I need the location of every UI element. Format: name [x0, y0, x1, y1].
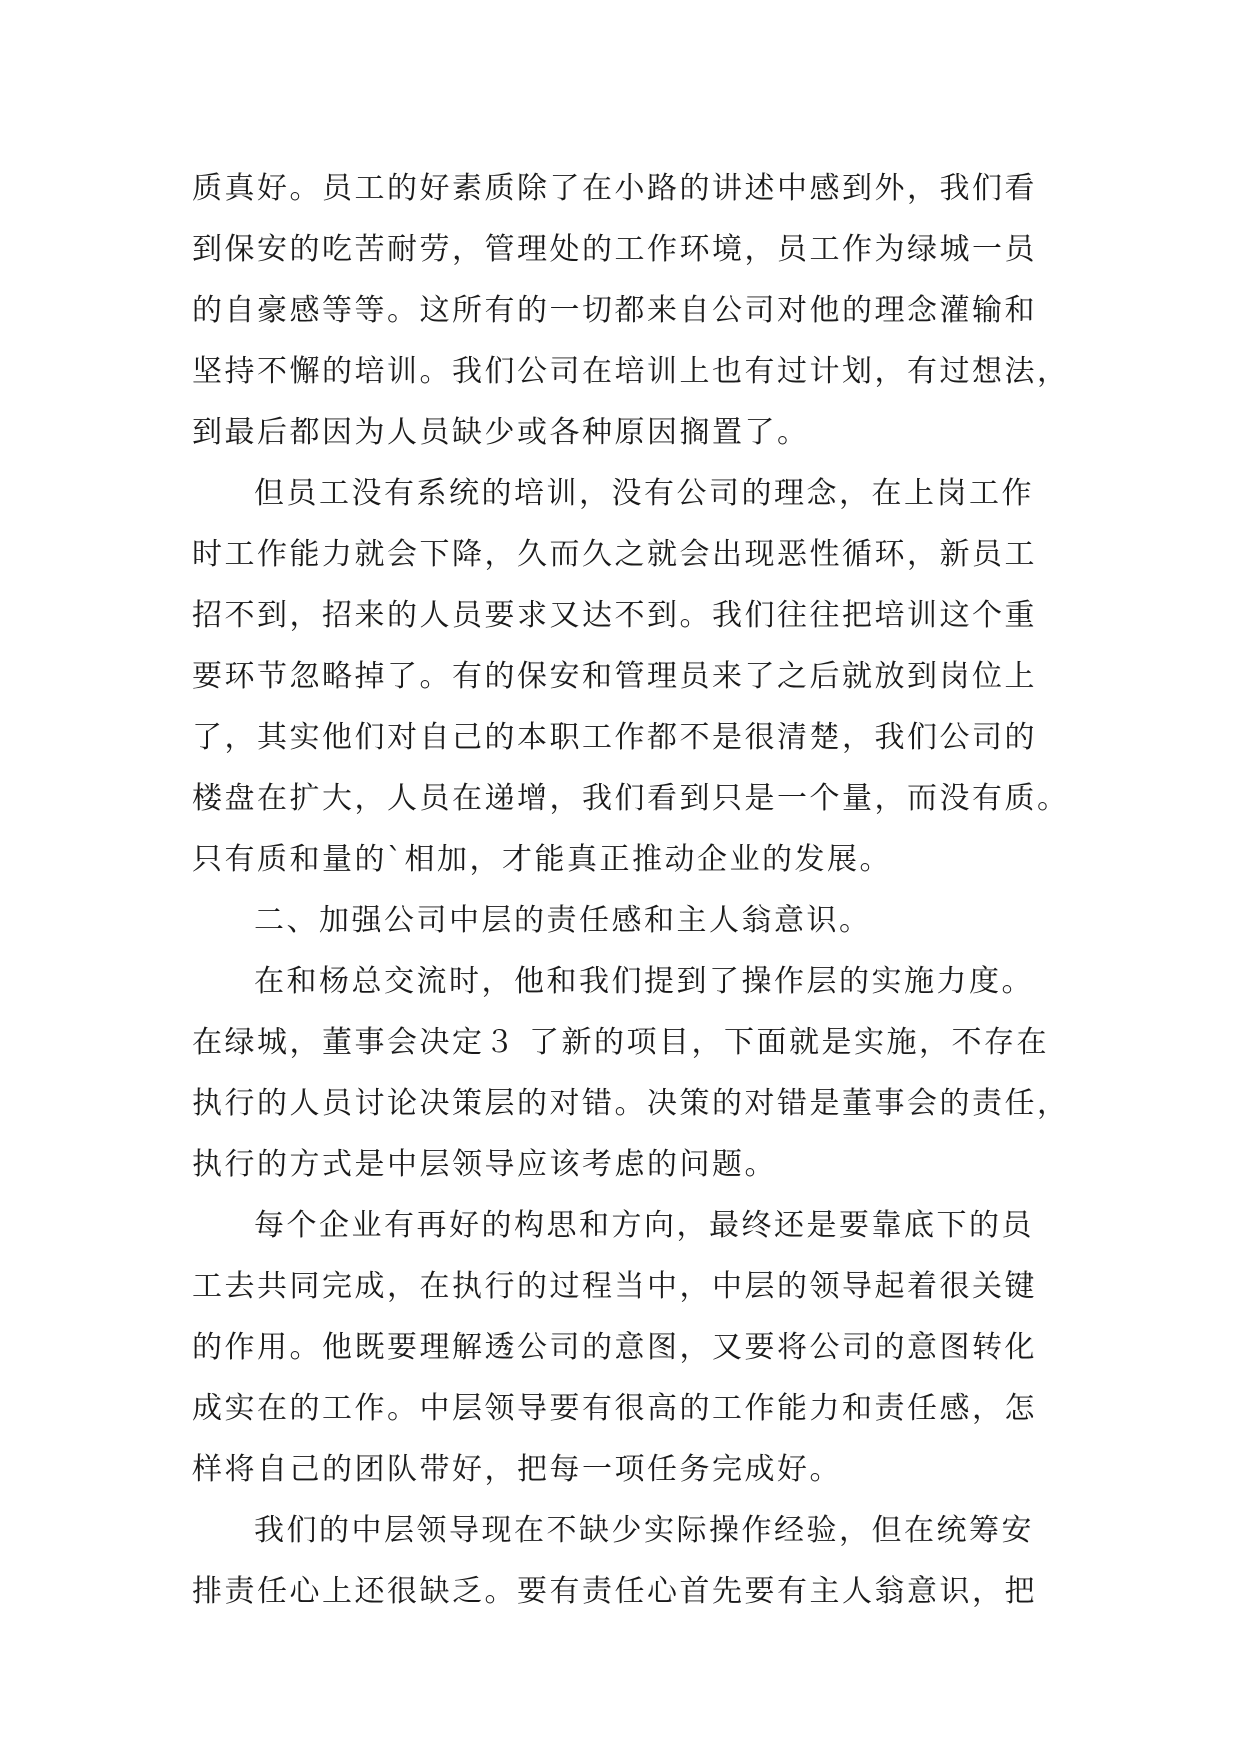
- text-line: 在绿城，董事会决定３ 了新的项目，下面就是实施，不存在: [192, 1025, 1050, 1060]
- text-line: 执行的人员讨论决策层的对错。决策的对错是董事会的责任，: [192, 1086, 1070, 1121]
- text-line: 楼盘在扩大，人员在递增，我们看到只是一个量，而没有质。: [192, 781, 1070, 816]
- text-line: 时工作能力就会下降，久而久之就会出现恶性循环，新员工: [192, 537, 1037, 572]
- text-line: 了，其实他们对自己的本职工作都不是很清楚，我们公司的: [192, 720, 1037, 755]
- text-line: 到最后都因为人员缺少或各种原因搁置了。: [192, 415, 810, 450]
- text-line: 质真好。员工的好素质除了在小路的讲述中感到外，我们看: [192, 171, 1037, 206]
- text-line: 样将自己的团队带好，把每一项任务完成好。: [192, 1452, 842, 1487]
- text-line: 但员工没有系统的培训，没有公司的理念，在上岗工作: [254, 476, 1034, 511]
- text-line: 排责任心上还很缺乏。要有责任心首先要有主人翁意识，把: [192, 1574, 1037, 1609]
- text-line: 二、加强公司中层的责任感和主人翁意识。: [254, 903, 872, 938]
- text-line: 到保安的吃苦耐劳，管理处的工作环境，员工作为绿城一员: [192, 232, 1037, 267]
- text-line: 要环节忽略掉了。有的保安和管理员来了之后就放到岗位上: [192, 659, 1037, 694]
- text-line: 在和杨总交流时，他和我们提到了操作层的实施力度。: [254, 964, 1034, 999]
- text-line: 成实在的工作。中层领导要有很高的工作能力和责任感，怎: [192, 1391, 1037, 1426]
- text-line: 我们的中层领导现在不缺少实际操作经验，但在统筹安: [254, 1513, 1034, 1548]
- text-line: 只有质和量的`相加，才能真正推动企业的发展。: [192, 842, 892, 877]
- text-line: 的自豪感等等。这所有的一切都来自公司对他的理念灌输和: [192, 293, 1037, 328]
- text-line: 的作用。他既要理解透公司的意图，又要将公司的意图转化: [192, 1330, 1037, 1365]
- text-line: 每个企业有再好的构思和方向，最终还是要靠底下的员: [254, 1208, 1034, 1243]
- text-line: 招不到，招来的人员要求又达不到。我们往往把培训这个重: [192, 598, 1037, 633]
- document-body: [192, 158, 1072, 1622]
- text-line: 坚持不懈的培训。我们公司在培训上也有过计划，有过想法，: [192, 354, 1070, 389]
- text-line: 工去共同完成，在执行的过程当中，中层的领导起着很关键: [192, 1269, 1037, 1304]
- text-line: 执行的方式是中层领导应该考虑的问题。: [192, 1147, 777, 1182]
